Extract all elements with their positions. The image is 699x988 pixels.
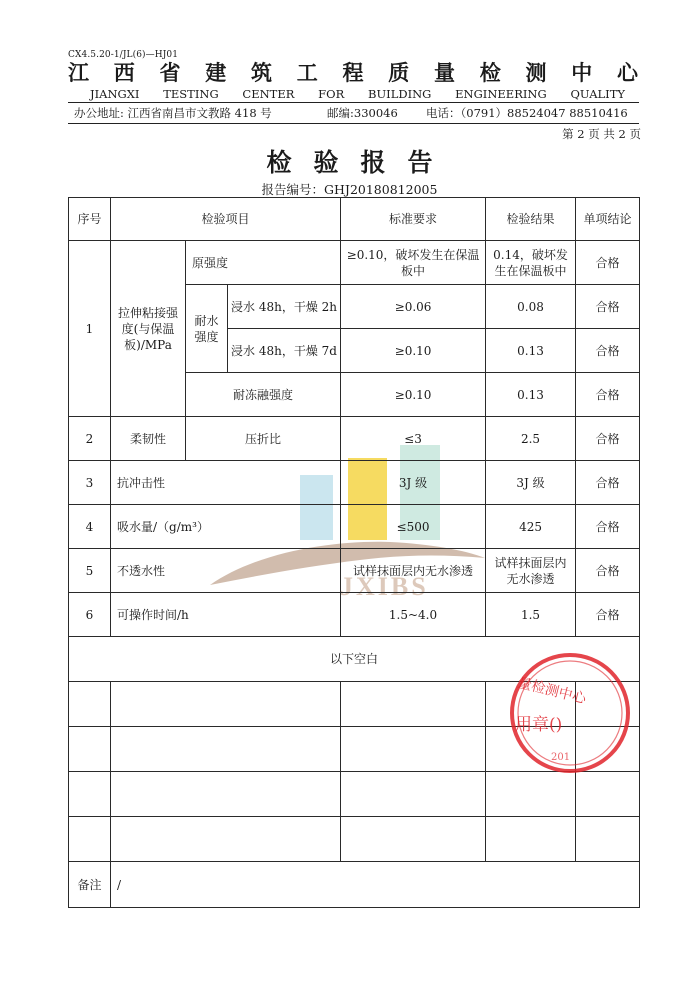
seal-text-bottom: 201	[551, 752, 571, 763]
table-header-row	[69, 198, 640, 241]
row-result: 0.13	[486, 329, 576, 373]
org-name-cn	[68, 60, 638, 86]
empty-cell	[341, 682, 486, 727]
row-item: 浸水 48h，干燥 2h	[228, 285, 341, 329]
page-info: 第 2 页 共 2 页	[562, 127, 641, 141]
table-row	[69, 593, 640, 637]
address: 办公地址: 江西省南昌市文教路 418 号	[74, 106, 272, 120]
table-row	[69, 505, 640, 549]
row-verdict: 合格	[576, 329, 640, 373]
header-no: 序号	[69, 198, 111, 241]
empty-cell	[111, 817, 341, 862]
row-no: 6	[69, 593, 111, 637]
table-row	[69, 417, 640, 461]
row-no: 2	[69, 417, 111, 461]
row-standard: ≤500	[341, 505, 486, 549]
row-result: 0.08	[486, 285, 576, 329]
row-item: 抗冲击性	[111, 461, 341, 505]
header-standard: 标准要求	[341, 198, 486, 241]
row-verdict: 合格	[576, 241, 640, 285]
table-row	[69, 461, 640, 505]
row-item: 浸水 48h，干燥 7d	[228, 329, 341, 373]
row-no: 5	[69, 549, 111, 593]
blank-note: 以下空白	[69, 637, 640, 682]
empty-cell	[486, 817, 576, 862]
empty-cell	[69, 772, 111, 817]
empty-cell	[341, 772, 486, 817]
empty-row	[69, 817, 640, 862]
row-standard: 1.5~4.0	[341, 593, 486, 637]
row-verdict: 合格	[576, 373, 640, 417]
row-result: 0.14，破坏发生在保温板中	[486, 241, 576, 285]
org-cn-char: 省	[159, 60, 181, 85]
results-table	[68, 197, 640, 908]
row-result: 1.5	[486, 593, 576, 637]
row-group-label: 拉伸粘接强度(与保温板)/MPa	[111, 241, 186, 417]
row-standard: 3J 级	[341, 461, 486, 505]
org-cn-char: 西	[113, 60, 135, 85]
header-verdict: 单项结论	[576, 198, 640, 241]
official-seal	[507, 650, 633, 776]
row-result: 试样抹面层内无水渗透	[486, 549, 576, 593]
empty-row	[69, 772, 640, 817]
row-item: 吸水量/（g/m³）	[111, 505, 341, 549]
row-no: 1	[69, 241, 111, 417]
row-standard: ≤3	[341, 417, 486, 461]
empty-cell	[69, 817, 111, 862]
phone: 电话：（0791）88524047 88510416	[426, 106, 628, 120]
row-verdict: 合格	[576, 593, 640, 637]
org-cn-char: 测	[525, 60, 547, 85]
row-item: 不透水性	[111, 549, 341, 593]
report-title: 检验报告	[266, 148, 455, 177]
row-verdict: 合格	[576, 417, 640, 461]
empty-cell	[576, 772, 640, 817]
row-result: 425	[486, 505, 576, 549]
row-standard: ≥0.10，破坏发生在保温板中	[341, 241, 486, 285]
org-en-word: ENGINEERING	[455, 87, 547, 101]
row-item: 耐冻融强度	[186, 373, 341, 417]
empty-cell	[111, 682, 341, 727]
row-verdict: 合格	[576, 285, 640, 329]
seal-inner-ring	[515, 661, 622, 765]
report-number: 报告编号：GHJ20180812005	[261, 182, 438, 197]
watermark-text: JXIBS	[340, 572, 429, 600]
seal-text-top: 量检测中心	[515, 674, 588, 708]
header-result: 检验结果	[486, 198, 576, 241]
water-strength-label: 耐水强度	[186, 285, 228, 373]
row-standard: ≥0.06	[341, 285, 486, 329]
org-cn-char: 江	[68, 60, 89, 85]
org-cn-char: 程	[342, 60, 364, 85]
remark-value: /	[111, 862, 640, 908]
row-verdict: 合格	[576, 461, 640, 505]
org-cn-char: 建	[205, 60, 227, 85]
header-rule-bottom	[68, 123, 639, 124]
header-item: 检验项目	[111, 198, 341, 241]
table-row	[69, 549, 640, 593]
org-cn-char: 心	[617, 60, 638, 85]
org-en-word: TESTING	[163, 87, 219, 101]
org-cn-char: 工	[296, 60, 318, 85]
seal-text-mid: 用章()	[515, 715, 563, 735]
remark-row	[69, 862, 640, 908]
row-result: 0.13	[486, 373, 576, 417]
org-en-word: CENTER	[242, 87, 295, 101]
org-cn-char: 量	[434, 60, 455, 85]
org-en-word: JIANGXI	[90, 87, 140, 101]
org-en-word: BUILDING	[368, 87, 432, 101]
row-item: 原强度	[186, 241, 341, 285]
table-row	[69, 241, 640, 285]
empty-cell	[69, 727, 111, 772]
org-en-word: FOR	[318, 87, 345, 101]
empty-cell	[111, 727, 341, 772]
row-no: 4	[69, 505, 111, 549]
empty-cell	[576, 817, 640, 862]
org-cn-char: 筑	[251, 60, 272, 85]
form-code: CX4.5.20-1/JL(6)—HJ01	[68, 50, 179, 60]
header-rule-top	[68, 102, 639, 103]
row-standard: 试样抹面层内无水渗透	[341, 549, 486, 593]
row-standard: ≥0.10	[341, 329, 486, 373]
org-cn-char: 中	[571, 60, 593, 85]
row-verdict: 合格	[576, 505, 640, 549]
empty-cell	[111, 772, 341, 817]
row-item: 柔韧性	[111, 417, 186, 461]
row-subitem: 压折比	[186, 417, 341, 461]
empty-cell	[341, 817, 486, 862]
org-en-word: QUALITY	[570, 87, 625, 101]
org-cn-char: 质	[388, 60, 410, 85]
empty-cell	[69, 682, 111, 727]
empty-cell	[341, 727, 486, 772]
row-standard: ≥0.10	[341, 373, 486, 417]
row-result: 2.5	[486, 417, 576, 461]
row-verdict: 合格	[576, 549, 640, 593]
empty-cell	[486, 772, 576, 817]
org-name-en	[90, 87, 625, 101]
org-cn-char: 检	[479, 60, 501, 85]
row-result: 3J 级	[486, 461, 576, 505]
row-item: 可操作时间/h	[111, 593, 341, 637]
row-no: 3	[69, 461, 111, 505]
postcode: 邮编:330046	[327, 106, 398, 120]
remark-label: 备注	[69, 862, 111, 908]
